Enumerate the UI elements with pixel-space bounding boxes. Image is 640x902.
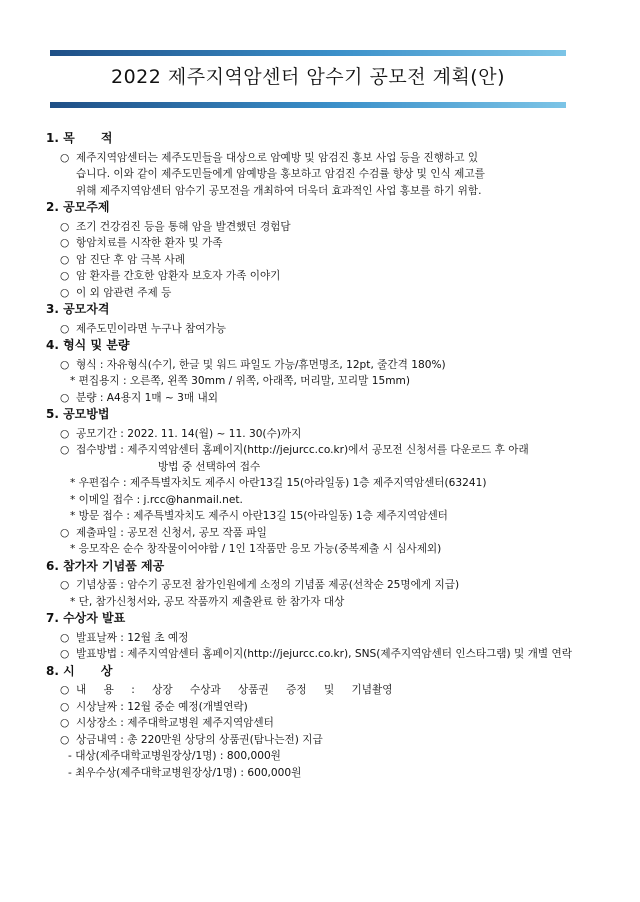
bullet-item [46,732,576,749]
section-heading [46,610,576,627]
bullet-text: 접수방법 : 제주지역암센터 홈페이지(http://jejurcc.co.kr)에서 공모전 신청서를 다운로드 후 아래 [76,444,529,456]
bullet-text: 발표날짜 : 12월 초 예정 [76,631,189,644]
bullet-text: 제주도민이라면 누구나 참여가능 [76,322,227,335]
section-number: 8. [46,663,64,678]
circle-bullet-icon: ○ [60,684,70,696]
page-title: 2022 제주지역암센터 암수기 공모전 계획(안) [110,66,505,88]
note-text: * 이메일 접수 : j.rcc@hanmail.net. [70,493,243,506]
dash-item [46,748,576,765]
note-item [46,373,576,390]
section-title: 목 적 [63,131,113,145]
bullet-text: 제주지역암센터는 제주도민들을 대상으로 암예방 및 암검진 홍보 사업 등을 진행하고 있 [76,151,479,164]
circle-bullet-icon: ○ [60,286,70,299]
circle-bullet-icon: ○ [60,391,70,404]
section-number: 5. [46,407,64,421]
note-item [46,508,576,525]
bullet-item [46,285,576,302]
section-heading [46,130,576,147]
section-title: 공모주제 [63,200,110,214]
section-heading [46,337,576,354]
note-text: * 단, 참가신청서와, 공모 작품까지 제출완료 한 참가자 대상 [70,595,345,608]
bullet-text: 암 환자를 간호한 암환자 보호자 가족 이야기 [76,270,281,282]
bullet-text: 위해 제주지역암센터 암수기 공모전을 개최하여 더욱더 효과적인 사업 홍보를 하기 위함. [76,184,482,197]
note-text: * 편집용지 : 오른쪽, 왼쪽 30mm / 위쪽, 아래쪽, 머리말, 꼬리말 15mm) [70,375,410,387]
circle-bullet-icon: ○ [60,526,70,539]
note-text: * 우편접수 : 제주특별자치도 제주시 아란13길 15(아라일동) 1층 제주지역암센터(63241) [70,477,487,489]
section-title: 참가자 기념품 제공 [63,558,165,573]
circle-bullet-icon: ○ [60,444,70,456]
section-title: 공모방법 [63,407,110,421]
circle-bullet-icon: ○ [60,733,70,746]
bullet-text: 분량 : A4용지 1매 ~ 3매 내외 [76,391,218,404]
bullet-item [46,646,576,663]
bullet-text: 이 외 암관련 주제 등 [76,286,172,299]
bullet-item [46,252,576,269]
section-heading [46,406,576,423]
title-top-rule [50,50,566,56]
section-number: 6. [46,558,64,573]
bullet-text: 발표방법 : 제주지역암센터 홈페이지(http://jejurcc.co.kr), SNS(제주지역암센터 인스타그램) 및 개별 연락 [76,648,572,660]
bullet-item [46,699,576,716]
bullet-text: 내 용 : 상장 수상과 상품권 증정 및 기념촬영 [76,684,393,696]
section-number: 3. [46,302,64,316]
section-title: 공모자격 [63,302,110,316]
section-title: 수상자 발표 [63,611,126,625]
bullet-text: 공모기간 : 2022. 11. 14(월) ~ 11. 30(수)까지 [76,427,302,440]
section-5 [46,406,576,558]
circle-bullet-icon: ○ [60,717,70,729]
bullet-text: 기념상품 : 암수기 공모전 참가인원에게 소정의 기념품 제공(선착순 25명에게 지급) [76,579,460,591]
bullet-item [46,630,576,647]
section-number: 1. [46,131,64,145]
bullet-item [46,525,576,542]
bullet-item [46,715,576,732]
bullet-item [46,268,576,285]
bullet-text: 조기 건강검진 등을 통해 암을 발견했던 경험담 [76,220,291,233]
circle-bullet-icon: ○ [60,237,70,249]
bullet-item [46,426,576,443]
note-item [46,475,576,492]
circle-bullet-icon: ○ [60,358,70,371]
section-2 [46,199,576,301]
circle-bullet-icon: ○ [60,151,70,164]
section-title: 형식 및 분량 [63,338,130,352]
section-number: 2. [46,200,64,214]
title-bottom-rule [50,102,566,108]
section-6 [46,558,576,611]
bullet-item [46,219,576,236]
bullet-text: 시상장소 : 제주대학교병원 제주지역암센터 [76,717,274,729]
circle-bullet-icon: ○ [60,270,70,282]
bullet-text: 형식 : 자유형식(수기, 한글 및 워드 파일도 가능/휴먼명조, 12pt, 줄간격 180%) [76,358,446,371]
circle-bullet-icon: ○ [60,220,70,233]
note-item [46,541,576,558]
section-7 [46,610,576,663]
bullet-text-continued: 방법 중 선택하여 접수 [158,460,261,473]
bullet-text: 시상날짜 : 12월 중순 예정(개별연락) [76,700,248,713]
dash-item [46,765,576,782]
bullet-item [46,150,576,200]
note-item [46,492,576,509]
bullet-item [46,682,576,699]
bullet-text: 제출파일 : 공모전 신청서, 공모 작품 파일 [76,526,267,539]
section-3 [46,301,576,337]
bullet-item [46,235,576,252]
bullet-text: 상금내역 : 총 220만원 상당의 상품권(탐나는전) 지급 [76,733,323,746]
dash-text: - 대상(제주대학교병원장상/1명) : 800,000원 [68,750,281,762]
circle-bullet-icon: ○ [60,631,70,644]
section-heading [46,199,576,216]
section-heading [46,663,576,680]
section-4 [46,337,576,406]
section-heading [46,301,576,318]
bullet-text: 항암치료를 시작한 환자 및 가족 [76,237,223,249]
section-title: 시 상 [63,663,113,678]
section-8 [46,663,576,782]
bullet-item [46,357,576,374]
document-body [46,130,576,781]
note-item [46,594,576,611]
bullet-item [46,442,576,475]
note-text: * 방문 접수 : 제주특별자치도 제주시 아란13길 15(아라일동) 1층 제주지역암센터 [70,510,448,522]
bullet-item [46,321,576,338]
dash-text: - 최우수상(제주대학교병원장상/1명) : 600,000원 [68,766,302,779]
circle-bullet-icon: ○ [60,700,70,713]
circle-bullet-icon: ○ [60,579,70,591]
bullet-item [46,577,576,594]
bullet-item [46,390,576,407]
bullet-text: 습니다. 이와 같이 제주도민들에게 암예방을 홍보하고 암검진 수검률 향상 및 인식 제고를 [76,168,485,180]
circle-bullet-icon: ○ [60,427,70,440]
section-number: 4. [46,338,64,352]
bullet-text: 암 진단 후 암 극복 사례 [76,253,185,266]
note-text: * 응모작은 순수 창작물이어야함 / 1인 1작품만 응모 가능(중복제출 시 심사제외) [70,543,442,555]
circle-bullet-icon: ○ [60,322,70,335]
circle-bullet-icon: ○ [60,648,70,660]
circle-bullet-icon: ○ [60,253,70,266]
section-heading [46,558,576,575]
section-1 [46,130,576,199]
section-number: 7. [46,611,64,625]
